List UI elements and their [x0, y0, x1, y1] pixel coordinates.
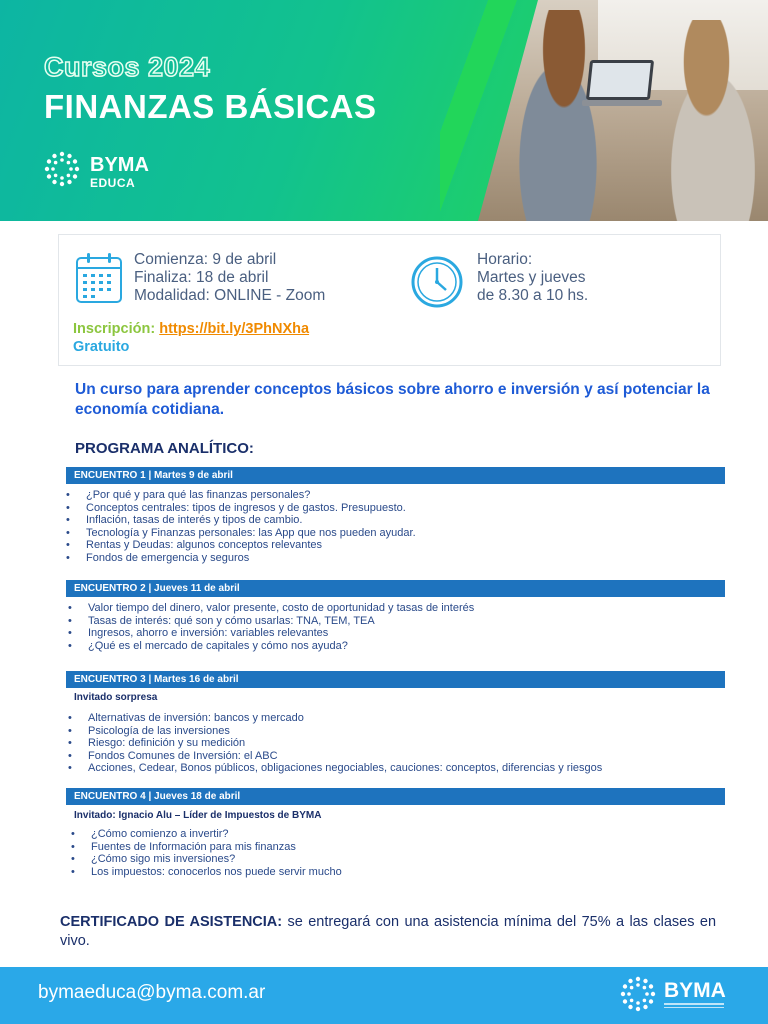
list-item: • Acciones, Cedear, Bonos públicos, obligaciones negociables, cauciones: conceptos, diferencias y riesgos — [88, 762, 602, 775]
list-item: • Conceptos centrales: tipos de ingresos y de gastos. Presupuesto. — [86, 502, 416, 515]
session-4-header: ENCUENTRO 4 | Jueves 18 de abril — [66, 788, 725, 805]
course-intro: Un curso para aprender conceptos básicos sobre ahorro e inversión y así potenciar la economía cotidiana. — [75, 381, 710, 418]
list-item: • Fuentes de Información para mis finanzas — [91, 841, 342, 854]
list-item: • ¿Cómo sigo mis inversiones? — [91, 853, 342, 866]
list-item: • Riesgo: definición y su medición — [88, 737, 602, 750]
schedule — [477, 251, 588, 305]
header-banner — [0, 0, 768, 221]
list-item: • Rentas y Deudas: algunos conceptos relevantes — [86, 539, 416, 552]
footer-brand: BYMA — [664, 979, 726, 1002]
session-3-guest: Invitado sorpresa — [74, 692, 158, 703]
list-item: • Fondos de emergencia y seguros — [86, 552, 416, 565]
list-item: • Los impuestos: conocerlos nos puede servir mucho — [91, 866, 342, 879]
brand-name: BYMA — [90, 154, 149, 176]
byma-logo-icon — [620, 976, 656, 1012]
list-item: • Alternativas de inversión: bancos y mercado — [88, 712, 602, 725]
session-4-topics — [91, 828, 342, 878]
schedule-time: de 8.30 a 10 hs. — [477, 287, 589, 304]
certificate-note — [60, 913, 716, 951]
clock-icon — [409, 256, 465, 308]
price-label: Gratuito — [73, 339, 130, 355]
footer — [0, 967, 768, 1024]
list-item: • Ingresos, ahorro e inversión: variables relevantes — [88, 627, 474, 640]
course-info-box — [58, 234, 721, 366]
list-item: • Inflación, tasas de interés y tipos de cambio. — [86, 514, 416, 527]
schedule-label: Horario: — [477, 251, 533, 268]
session-2-topics — [88, 602, 474, 652]
hero-photo — [478, 0, 768, 221]
contact-email-link[interactable]: bymaeduca@byma.com.ar — [38, 982, 266, 1003]
list-item: • Valor tiempo del dinero, valor presente, costo de oportunidad y tasas de interés — [88, 602, 474, 615]
course-year: Cursos 2024 — [44, 52, 211, 82]
session-3-topics — [88, 712, 602, 775]
start-date: Comienza: 9 de abril — [134, 251, 277, 268]
certificate-label: CERTIFICADO DE ASISTENCIA: — [60, 914, 283, 930]
list-item: • Tasas de interés: qué son y cómo usarlas: TNA, TEM, TEA — [88, 615, 474, 628]
session-1-topics — [86, 489, 416, 565]
course-dates — [134, 251, 325, 305]
certificate-text: se entregará con una asistencia mínima del 75% a las clases en vivo. — [60, 914, 717, 949]
list-item: • Tecnología y Finanzas personales: las App que nos pueden ayudar. — [86, 527, 416, 540]
session-4-guest: Invitado: Ignacio Alu – Líder de Impuestos de BYMA — [74, 810, 322, 821]
session-3-header: ENCUENTRO 3 | Martes 16 de abril — [66, 671, 725, 688]
list-item: • Psicología de las inversiones — [88, 725, 602, 738]
signup-label: Inscripción: — [73, 321, 156, 337]
footer-brand-tagline — [664, 1003, 724, 1011]
list-item: • ¿Por qué y para qué las finanzas personales? — [86, 489, 416, 502]
calendar-icon — [75, 252, 123, 304]
brand-subtitle: EDUCA — [90, 176, 136, 190]
course-title: FINANZAS BÁSICAS — [44, 88, 377, 125]
schedule-days: Martes y jueves — [477, 269, 586, 286]
list-item: • ¿Cómo comienzo a invertir? — [91, 828, 342, 841]
list-item: • Fondos Comunes de Inversión: el ABC — [88, 750, 602, 763]
end-date: Finaliza: 18 de abril — [134, 269, 269, 286]
session-1-header: ENCUENTRO 1 | Martes 9 de abril — [66, 467, 725, 484]
byma-logo-icon — [44, 151, 80, 187]
session-2-header: ENCUENTRO 2 | Jueves 11 de abril — [66, 580, 725, 597]
signup-line — [73, 321, 309, 337]
modality: Modalidad: ONLINE - Zoom — [134, 287, 326, 304]
signup-link[interactable]: https://bit.ly/3PhNXha — [159, 321, 310, 337]
program-title: PROGRAMA ANALÍTICO: — [75, 440, 254, 457]
list-item: • ¿Qué es el mercado de capitales y cómo nos ayuda? — [88, 640, 474, 653]
